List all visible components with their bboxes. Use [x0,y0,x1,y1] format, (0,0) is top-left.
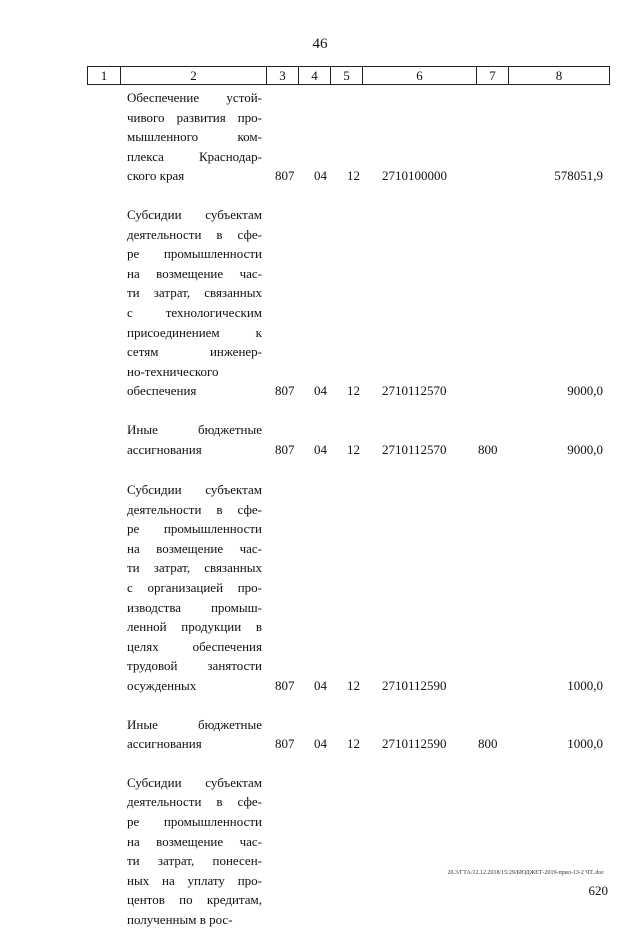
description-line: ского края [127,168,185,184]
description-line: ассигнования [127,441,202,457]
cell-csr: 2710100000 [382,168,447,184]
description-line: полученным в рос- [127,911,233,927]
description-line: Иные бюджетные [127,716,262,732]
description-line: ре промышленности [127,814,262,829]
cell-pr: 12 [347,736,360,752]
description-line: деятельности в сфе- [127,226,262,242]
footer-page-number: 620 [588,883,608,898]
cell-pr: 12 [347,441,360,457]
description-line: чивого развития про- [127,109,262,125]
cell-pr: 12 [347,168,360,184]
cell-pr: 12 [347,678,360,694]
table-row [0,205,640,401]
header-col-7: 7 [477,67,509,84]
row-description [127,420,262,459]
cell-ved: 807 [275,441,295,457]
description-line: центов по кредитам, [127,892,262,908]
description-line: на возмещение час- [127,540,262,556]
description-line: ленной продукции в [127,619,262,635]
description-line: изводства промыш- [127,599,262,615]
description-line: на возмещение час- [127,265,262,281]
cell-csr: 2710112590 [382,678,447,694]
description-line: ти затрат, понесен- [127,853,262,869]
header-col-6: 6 [363,67,477,84]
cell-vr: 800 [478,441,498,457]
table-header [87,66,610,85]
table-body [0,88,640,930]
cell-rz: 04 [314,168,327,184]
row-description [127,88,262,186]
header-col-5: 5 [331,67,363,84]
table-row [0,715,640,754]
table-row [0,480,640,696]
cell-ved: 807 [275,736,295,752]
cell-ved: 807 [275,678,295,694]
description-line: с организацией про- [127,580,262,596]
cell-sum: 9000,0 [567,383,603,399]
description-line: плекса Краснодар- [127,148,262,164]
cell-pr: 12 [347,383,360,399]
row-description [127,773,262,930]
cell-ved: 807 [275,168,295,184]
table-row [0,773,640,930]
description-line: но-технического [127,363,219,379]
description-line: целях обеспечения [127,638,262,654]
description-line: на возмещение час- [127,833,262,849]
row-description [127,480,262,696]
cell-ved: 807 [275,383,295,399]
description-line: присоединением к [127,324,262,340]
table-row [0,88,640,186]
header-col-8: 8 [555,68,563,83]
description-line: ти затрат, связанных [127,560,262,576]
table-row [0,420,640,459]
page-number: 46 [312,36,328,52]
description-line: Иные бюджетные [127,421,262,437]
description-line: Субсидии субъектам [127,206,262,222]
cell-sum: 578051,9 [554,168,603,184]
description-line: мышленного ком- [127,129,262,145]
file-metadata: 20.3/ГТА/12.12.2018/15:29/БЮДЖЕТ-2019-прил-13-2 ЧТ..doc [447,870,604,876]
description-line: деятельности в сфе- [127,794,262,810]
description-line: обеспечения [127,383,197,399]
description-line: ных на уплату про- [127,872,262,888]
cell-rz: 04 [314,383,327,399]
description-line: Субсидии субъектам [127,774,262,790]
row-description [127,715,262,754]
description-line: Субсидии субъектам [127,482,262,498]
header-col-4: 4 [299,67,331,84]
header-col-2: 2 [121,67,267,84]
cell-sum: 1000,0 [567,736,603,752]
description-line: сетям инженер- [127,344,262,360]
cell-sum: 9000,0 [567,441,603,457]
cell-csr: 2710112590 [382,736,447,752]
description-line: осужденных [127,678,197,694]
cell-rz: 04 [314,736,327,752]
cell-sum: 1000,0 [567,678,603,694]
cell-csr: 2710112570 [382,441,447,457]
description-line: деятельности в сфе- [127,501,262,517]
header-col-1: 1 [88,67,121,84]
description-line: ре промышленности [127,246,262,262]
cell-rz: 04 [314,441,327,457]
row-description [127,205,262,401]
description-line: ти затрат, связанных [127,285,262,301]
cell-vr: 800 [478,736,498,752]
header-col-3: 3 [267,67,299,84]
description-line: с технологическим [127,304,262,320]
description-line: ре промышленности [127,521,262,537]
cell-rz: 04 [314,678,327,694]
cell-csr: 2710112570 [382,383,447,399]
description-line: ассигнования [127,736,202,752]
description-line: трудовой занятости [127,658,262,674]
description-line: Обеспечение устой- [127,90,262,105]
